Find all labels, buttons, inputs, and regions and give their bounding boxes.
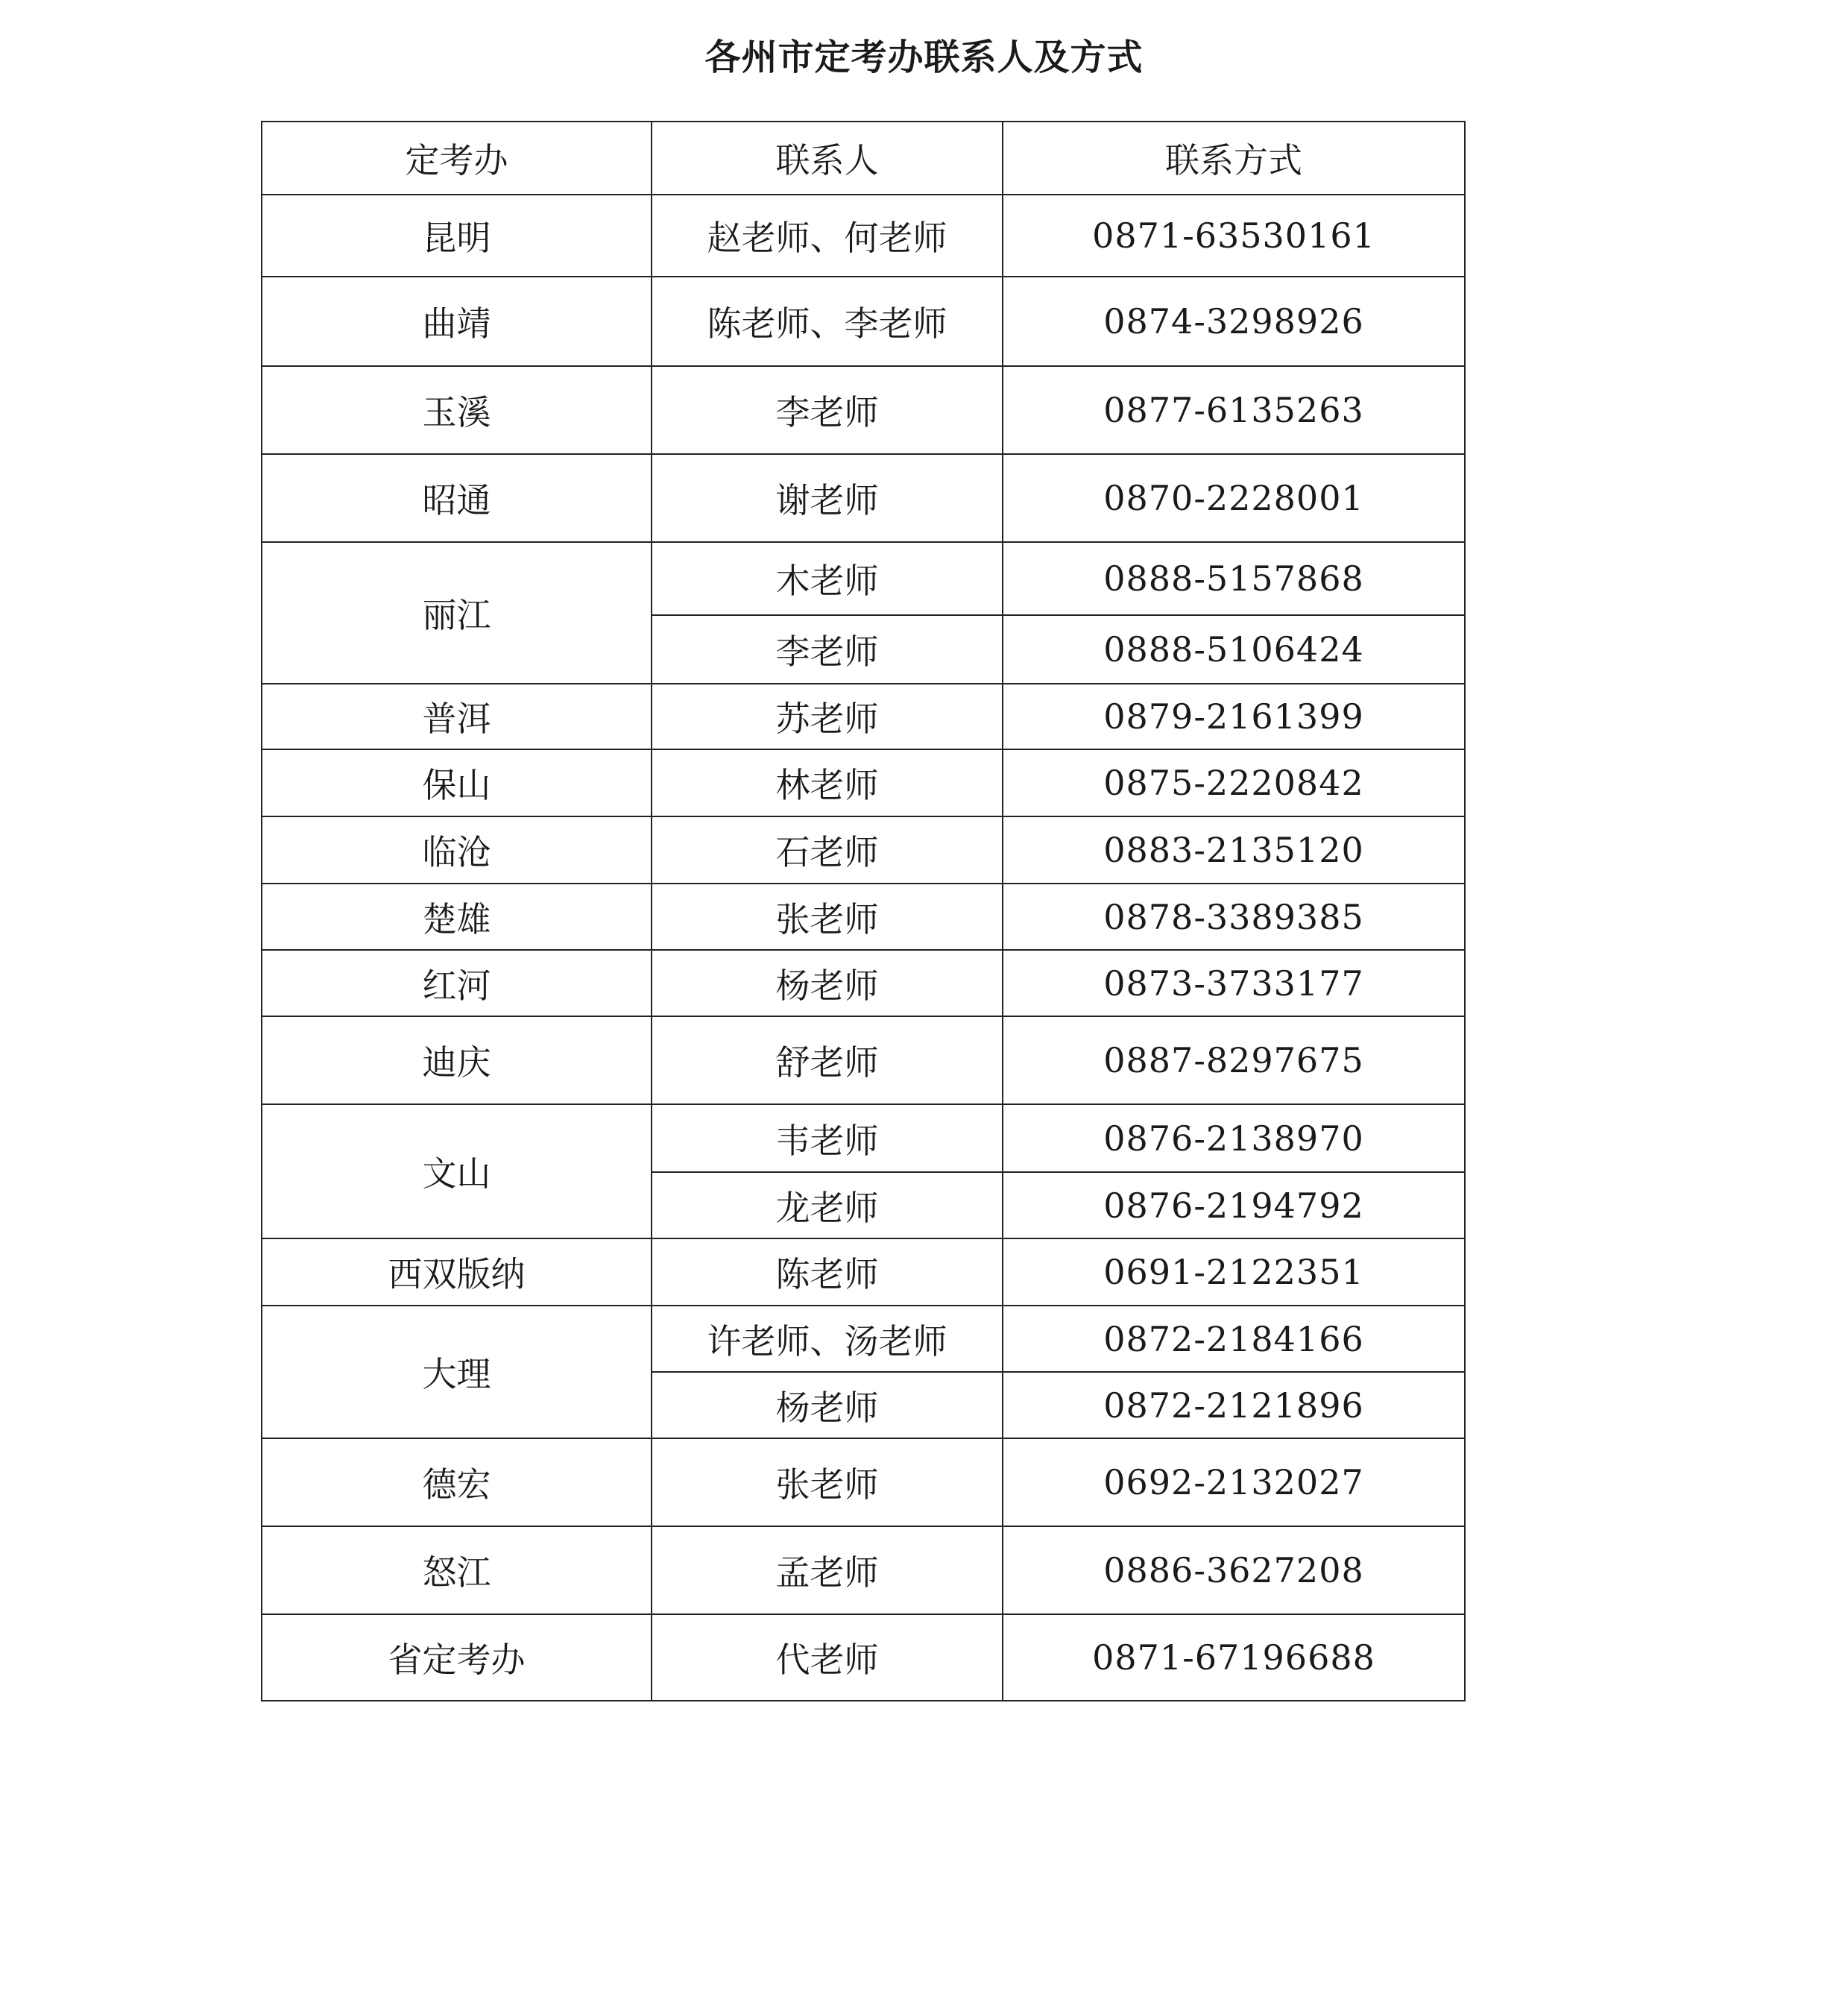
table-row	[262, 1238, 1465, 1306]
person-cell: 苏老师	[652, 684, 1003, 749]
person-cell: 林老师	[652, 749, 1003, 816]
phone-cell: 0873-3733177	[1003, 950, 1465, 1016]
table-row	[262, 195, 1465, 277]
phone-cell: 0872-2121896	[1003, 1372, 1465, 1438]
office-cell: 文山	[262, 1104, 652, 1238]
header-person: 联系人	[652, 122, 1003, 195]
office-cell: 临沧	[262, 816, 652, 884]
table-row	[262, 454, 1465, 542]
phone-cell: 0877-6135263	[1003, 366, 1465, 454]
phone-cell: 0872-2184166	[1003, 1306, 1465, 1372]
phone-cell: 0875-2220842	[1003, 749, 1465, 816]
person-cell: 张老师	[652, 884, 1003, 950]
office-cell: 保山	[262, 749, 652, 816]
office-cell: 玉溪	[262, 366, 652, 454]
table-row	[262, 816, 1465, 884]
person-cell: 韦老师	[652, 1104, 1003, 1172]
office-cell: 曲靖	[262, 277, 652, 366]
table-row	[262, 277, 1465, 366]
table-row	[262, 1614, 1465, 1701]
phone-cell: 0887-8297675	[1003, 1016, 1465, 1104]
person-cell: 代老师	[652, 1614, 1003, 1701]
office-cell: 昆明	[262, 195, 652, 277]
table-row	[262, 749, 1465, 816]
phone-cell: 0876-2138970	[1003, 1104, 1465, 1172]
person-cell: 陈老师、李老师	[652, 277, 1003, 366]
table-row	[262, 542, 1465, 615]
person-cell: 李老师	[652, 615, 1003, 684]
office-cell: 大理	[262, 1306, 652, 1438]
person-cell: 谢老师	[652, 454, 1003, 542]
header-office: 定考办	[262, 122, 652, 195]
phone-cell: 0888-5157868	[1003, 542, 1465, 615]
table-row	[262, 1016, 1465, 1104]
phone-cell: 0871-63530161	[1003, 195, 1465, 277]
table-row	[262, 884, 1465, 950]
header-phone: 联系方式	[1003, 122, 1465, 195]
person-cell: 木老师	[652, 542, 1003, 615]
person-cell: 龙老师	[652, 1172, 1003, 1238]
office-cell: 丽江	[262, 542, 652, 684]
table-header-row	[262, 122, 1465, 195]
table-row	[262, 950, 1465, 1016]
office-cell: 昭通	[262, 454, 652, 542]
person-cell: 石老师	[652, 816, 1003, 884]
phone-cell: 0692-2132027	[1003, 1438, 1465, 1526]
table-row	[262, 1306, 1465, 1372]
person-cell: 舒老师	[652, 1016, 1003, 1104]
phone-cell: 0870-2228001	[1003, 454, 1465, 542]
phone-cell: 0876-2194792	[1003, 1172, 1465, 1238]
office-cell: 红河	[262, 950, 652, 1016]
phone-cell: 0879-2161399	[1003, 684, 1465, 749]
office-cell: 省定考办	[262, 1614, 652, 1701]
phone-cell: 0874-3298926	[1003, 277, 1465, 366]
table-row	[262, 1104, 1465, 1172]
contacts-table	[261, 121, 1466, 1701]
phone-cell: 0886-3627208	[1003, 1526, 1465, 1614]
phone-cell: 0878-3389385	[1003, 884, 1465, 950]
person-cell: 赵老师、何老师	[652, 195, 1003, 277]
office-cell: 楚雄	[262, 884, 652, 950]
table-row	[262, 366, 1465, 454]
person-cell: 杨老师	[652, 1372, 1003, 1438]
person-cell: 许老师、汤老师	[652, 1306, 1003, 1372]
table-row	[262, 684, 1465, 749]
phone-cell: 0883-2135120	[1003, 816, 1465, 884]
office-cell: 普洱	[262, 684, 652, 749]
person-cell: 张老师	[652, 1438, 1003, 1526]
office-cell: 迪庆	[262, 1016, 652, 1104]
phone-cell: 0871-67196688	[1003, 1614, 1465, 1701]
person-cell: 杨老师	[652, 950, 1003, 1016]
person-cell: 孟老师	[652, 1526, 1003, 1614]
phone-cell: 0691-2122351	[1003, 1238, 1465, 1306]
table-row	[262, 1438, 1465, 1526]
person-cell: 李老师	[652, 366, 1003, 454]
table-row	[262, 1526, 1465, 1614]
person-cell: 陈老师	[652, 1238, 1003, 1306]
office-cell: 怒江	[262, 1526, 652, 1614]
phone-cell: 0888-5106424	[1003, 615, 1465, 684]
page-title: 各州市定考办联系人及方式	[704, 37, 1144, 78]
office-cell: 西双版纳	[262, 1238, 652, 1306]
office-cell: 德宏	[262, 1438, 652, 1526]
